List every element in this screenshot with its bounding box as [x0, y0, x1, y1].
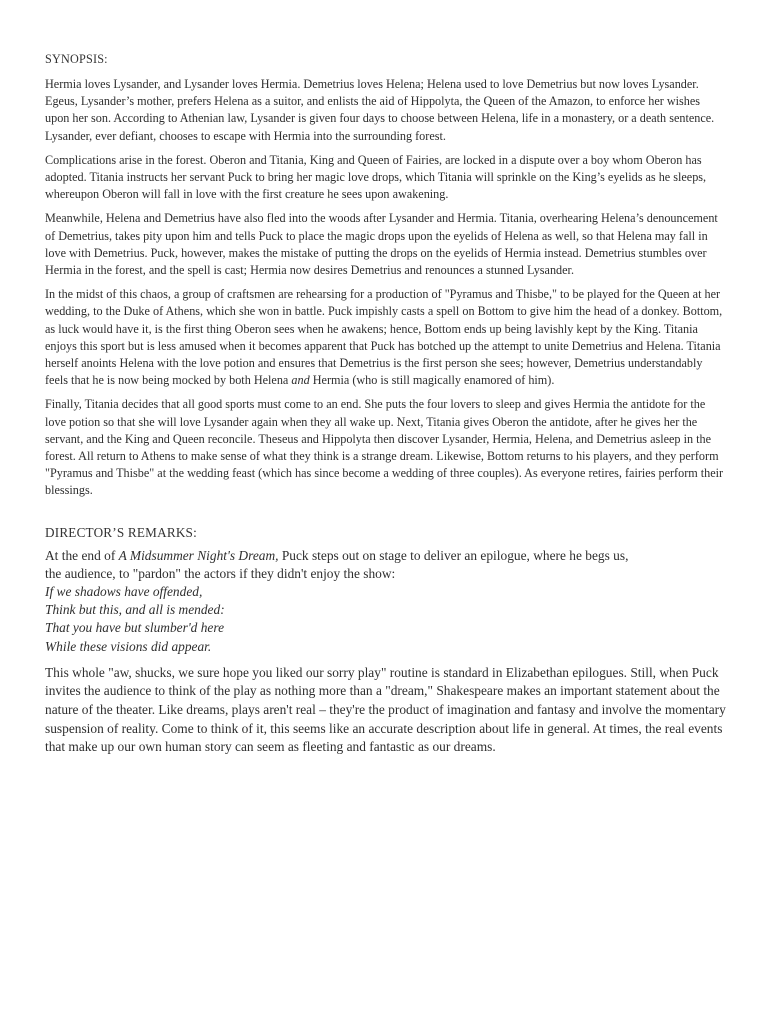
section-spacer	[45, 507, 727, 525]
remarks-closing-paragraph: This whole "aw, shucks, we sure hope you liked our sorry play" routine is standard in Elizabethan epilogues. Still, when Puck invites the audience to think of the play as nothing more than a "dream," Shakespeare makes an important statement about the nature of the theater. Like dreams, plays aren't real – they're the product of imagination and fantasy and involve the momentary suspension of reality. Come to think of it, this seems like an accurate description about life in general. At times, the real events that make up our own human story can seem as fleeting and fantastic as our dreams.	[45, 664, 726, 755]
document-page	[45, 52, 727, 757]
remarks-intro-text-b: Puck steps out on stage to deliver an epilogue, where he begs us, the audience, to "pardon" the actors if they didn't enjoy the show:	[45, 547, 629, 581]
play-title: A Midsummer Night's Dream,	[118, 547, 279, 563]
synopsis-paragraph-3: Meanwhile, Helena and Demetrius have also fled into the woods after Lysander and Hermia. Titania, overhearing Helena’s denouncement of Demetrius, takes pity upon him and tells Puck to place the magic drops upon the eyelids of Helena as well, so that Helena may fall in love with Demetrius. Puck, however, makes the mistake of putting the drops on the eyelids of Hermia instead. Demetrius stumbles over Hermia in the forest, and the spell is cast; Hermia now desires Demetrius and renounces a stunned Lysander.	[45, 211, 718, 278]
synopsis-paragraph-2: Complications arise in the forest. Oberon and Titania, King and Queen of Fairies, are locked in a dispute over a boy whom Oberon has adopted. Titania instructs her servant Puck to bring her magic love drops, which Titania will sprinkle on the King’s eyelids as he sleeps, whereupon Oberon will fall in love with the first creature he sees upon awakening.	[45, 152, 707, 202]
remarks-intro-text-a: At the end of	[45, 547, 119, 563]
synopsis-heading: SYNOPSIS:	[45, 52, 108, 66]
synopsis-paragraph-4-text-b: Hermia (who is still magically enamored of him).	[309, 373, 555, 388]
verse-line: That you have but slumber'd here	[45, 620, 225, 636]
synopsis-paragraph-1: Hermia loves Lysander, and Lysander loves Hermia. Demetrius loves Helena; Helena used to love Demetrius but now loves Lysander. Egeus, Lysander’s mother, prefers Helena as a suitor, and enlists the aid of Hippolyta, the Queen of the Amazon, to enforce her wishes upon her son. According to Athenian law, Lysander is given four days to choose between Helena, life in a monastery, or a death sentence. Lysander, ever defiant, chooses to escape with Hermia into the surrounding forest.	[45, 77, 715, 143]
synopsis-paragraph-4-emphasis: and	[291, 373, 310, 388]
synopsis-paragraph-5: Finally, Titania decides that all good sports must come to an end. She puts the four lovers to sleep and gives Hermia the antidote for the love potion so that she will love Lysander again when they all wake up. Next, Titania gives Oberon the antidote, after he gives her the servant, and the King and Queen reconcile. Theseus and Hippolyta then discover Lysander, Hermia, Helena, and Demetrius asleep in the forest. All return to Athens to make sense of what they think is a strange dream. Likewise, Bottom returns to his players, and they perform "Pyramus and Thisbe" at the wedding feast (which has since become a wedding of three couples). As everyone retires, fairies perform their blessings.	[45, 397, 724, 498]
epilogue-verse	[45, 583, 727, 656]
remarks-intro	[45, 547, 645, 583]
verse-line: While these visions did appear.	[45, 638, 212, 654]
verse-line: If we shadows have offended,	[45, 584, 203, 600]
synopsis-paragraph-4	[45, 286, 727, 389]
synopsis-paragraph-4-text-a: In the midst of this chaos, a group of craftsmen are rehearsing for a production of "Pyramus and Thisbe," to be played for the Queen at her wedding, to the Duke of Athens, which she won in battle. Puck impishly casts a spell on Bottom to give him the head of a donkey. Bottom, as luck would have it, is the first thing Oberon sees when he awakens; hence, Bottom ends up being lavishly kept by the King. Titania enjoys this sport but is less amused when it becomes apparent that Puck has botched up the attempt to unite Demetrius and Helena. Titania herself anoints Helena with the love potion and ensures that Demetrius is the first person she sees; however, Demetrius understandably feels that he is now being mocked by both Helena	[45, 287, 723, 388]
verse-line: Think but this, and all is mended:	[45, 602, 225, 618]
remarks-heading: DIRECTOR’S REMARKS:	[45, 524, 197, 540]
